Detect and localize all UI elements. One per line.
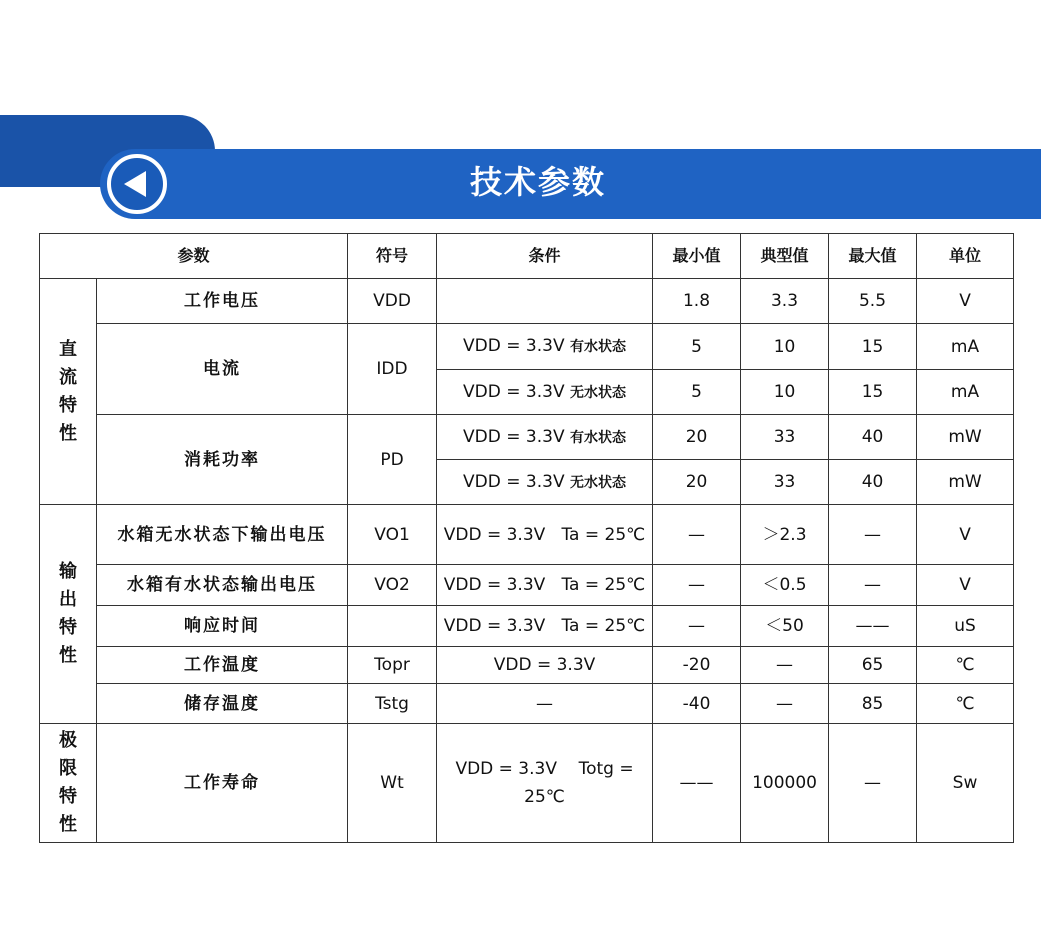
min-cell: — [653,565,741,606]
header-param: 参数 [40,234,348,279]
unit-cell: mW [917,460,1014,505]
unit-cell: Sw [917,724,1014,843]
typ-cell: 10 [741,370,829,415]
param-name: 消耗功率 [97,415,348,505]
typ-cell: ＞2.3 [741,505,829,565]
typ-cell: 100000 [741,724,829,843]
table-row [40,565,1014,606]
max-cell: —— [829,606,917,647]
min-cell: -20 [653,647,741,684]
symbol-cell: IDD [348,324,437,415]
header-typ: 典型值 [741,234,829,279]
condition-cell: — [437,684,653,724]
min-cell: 20 [653,415,741,460]
param-name: 工作电压 [97,279,348,324]
header-min: 最小值 [653,234,741,279]
max-cell: — [829,724,917,843]
condition-cell: VDD = 3.3V 有水状态 [437,324,653,370]
typ-cell: 33 [741,415,829,460]
table-row [40,647,1014,684]
header-symbol: 符号 [348,234,437,279]
condition-cell: VDD = 3.3V 无水状态 [437,460,653,505]
header-condition: 条件 [437,234,653,279]
param-name: 工作温度 [97,647,348,684]
typ-cell: ＜0.5 [741,565,829,606]
max-cell: 5.5 [829,279,917,324]
header-unit: 单位 [917,234,1014,279]
condition-cell: VDD = 3.3V 有水状态 [437,415,653,460]
param-name: 水箱无水状态下输出电压 [97,505,348,565]
header-max: 最大值 [829,234,917,279]
max-cell: 40 [829,460,917,505]
typ-cell: — [741,647,829,684]
max-cell: 15 [829,370,917,415]
condition-cell: VDD = 3.3V Ta = 25℃ [437,505,653,565]
max-cell: 65 [829,647,917,684]
param-name: 工作寿命 [97,724,348,843]
condition-cell: VDD = 3.3V Totg = 25℃ [437,724,653,843]
table-row [40,279,1014,324]
table-row [40,684,1014,724]
symbol-cell [348,606,437,647]
symbol-cell: Topr [348,647,437,684]
condition-cell [437,279,653,324]
min-cell: — [653,606,741,647]
typ-cell: 10 [741,324,829,370]
symbol-cell: PD [348,415,437,505]
table-row [40,415,1014,460]
max-cell: 40 [829,415,917,460]
param-name: 水箱有水状态输出电压 [97,565,348,606]
max-cell: 15 [829,324,917,370]
min-cell: 5 [653,370,741,415]
unit-cell: V [917,565,1014,606]
condition-cell: VDD = 3.3V Ta = 25℃ [437,565,653,606]
table-row [40,606,1014,647]
param-name: 电流 [97,324,348,415]
unit-cell: ℃ [917,684,1014,724]
page-title: 技术参数 [469,163,606,201]
min-cell: 20 [653,460,741,505]
typ-cell: ＜50 [741,606,829,647]
condition-cell: VDD = 3.3V Ta = 25℃ [437,606,653,647]
category-limit: 极 限 特 性 [40,724,97,843]
symbol-cell: VDD [348,279,437,324]
category-dc: 直 流 特 性 [40,279,97,505]
max-cell: — [829,505,917,565]
symbol-cell: Tstg [348,684,437,724]
table-row [40,324,1014,370]
min-cell: —— [653,724,741,843]
unit-cell: ℃ [917,647,1014,684]
typ-cell: 3.3 [741,279,829,324]
category-output: 输 出 特 性 [40,505,97,724]
min-cell: -40 [653,684,741,724]
min-cell: 1.8 [653,279,741,324]
condition-cell: VDD = 3.3V [437,647,653,684]
param-name: 储存温度 [97,684,348,724]
condition-cell: VDD = 3.3V 无水状态 [437,370,653,415]
typ-cell: 33 [741,460,829,505]
symbol-cell: Wt [348,724,437,843]
unit-cell: uS [917,606,1014,647]
symbol-cell: VO2 [348,565,437,606]
back-arrow-icon [124,171,146,197]
min-cell: 5 [653,324,741,370]
back-button[interactable] [107,154,167,214]
header-row [40,234,1014,279]
symbol-cell: VO1 [348,505,437,565]
unit-cell: mW [917,415,1014,460]
unit-cell: V [917,279,1014,324]
max-cell: — [829,565,917,606]
table-row [40,724,1014,843]
unit-cell: mA [917,370,1014,415]
unit-cell: mA [917,324,1014,370]
param-name: 响应时间 [97,606,348,647]
min-cell: — [653,505,741,565]
unit-cell: V [917,505,1014,565]
table-row [40,505,1014,565]
max-cell: 85 [829,684,917,724]
typ-cell: — [741,684,829,724]
spec-table [39,233,1014,843]
